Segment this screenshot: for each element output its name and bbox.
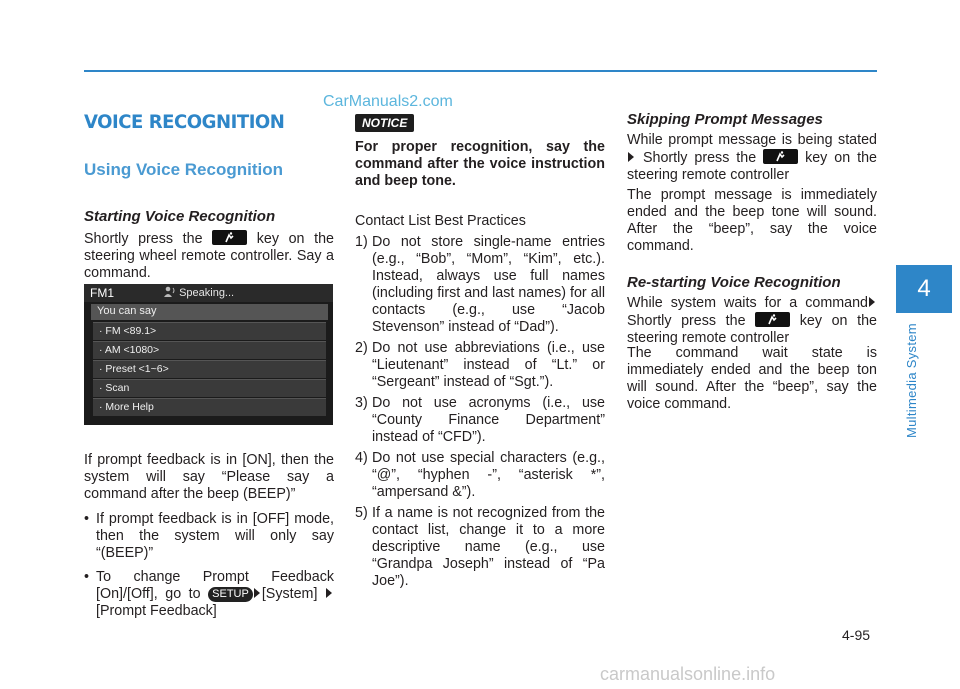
list-item: 3) Do not use acronyms (i.e., use “County Finance Department” instead of “CFD”). bbox=[355, 395, 605, 445]
notice-badge: NOTICE bbox=[355, 114, 414, 132]
talk-key-icon bbox=[755, 312, 790, 327]
screen-item: · Scan bbox=[93, 379, 326, 397]
screen-band: FM1 bbox=[90, 286, 114, 300]
skipping-paragraph: While prompt message is being stated Shortly press the key on the steering remote controller bbox=[627, 132, 877, 183]
prompt-feedback-paragraph: If prompt feedback is in [ON], then the system will say “Please say a command after the beep (BEEP)” bbox=[84, 452, 334, 502]
voice-screen bbox=[84, 284, 333, 425]
talk-key-icon bbox=[763, 149, 798, 164]
restarting-result: The command wait state is immediately ended and the beep ton will sound. After the “beep”, say the voice command. bbox=[627, 345, 877, 412]
bullet-change: • To change Prompt Feedback [On]/[Off], go to SETUP [System] [Prompt Feedback] bbox=[84, 569, 334, 620]
contact-list bbox=[355, 234, 605, 594]
arrow-right-icon bbox=[628, 152, 634, 162]
notice-text: For proper recognition, say the command after the voice instruction and beep tone. bbox=[355, 139, 605, 189]
list-item: 4) Do not use special characters (e.g., “@”, “hyphen -”, “asterisk *”, “ampersand &”). bbox=[355, 450, 605, 500]
intro-after-key: key on the steering wheel remote controller. Say a command. bbox=[84, 231, 334, 281]
arrow-right-icon bbox=[326, 588, 332, 598]
section-title: VOICE RECOGNITION bbox=[84, 111, 285, 133]
list-item: 2) Do not use abbreviations (i.e., use “Lieutenant” instead of “Lt.” or “Sergeant” instead of “Sgt.”). bbox=[355, 340, 605, 390]
skipping-result: The prompt message is immediately ended and the beep tone will sound. After the “beep”, say the voice command. bbox=[627, 187, 877, 254]
list-item: 1) Do not store single-name entries (e.g., “Bob”, “Mom”, “Kim”, etc.). Instead, always use full names (including first and last names) for all contacts (e.g., use “Jacob Stevenson” instead of “Dad”). bbox=[355, 234, 605, 335]
screen-prompt: You can say bbox=[91, 304, 328, 320]
talk-key-icon bbox=[212, 230, 247, 245]
page-number: 4-95 bbox=[842, 627, 871, 643]
arrow-right-icon bbox=[869, 297, 875, 307]
screen-item: · More Help bbox=[93, 398, 326, 416]
heading-starting: Starting Voice Recognition bbox=[84, 208, 276, 225]
screen-item: · AM <1080> bbox=[93, 341, 326, 359]
setup-key-icon: SETUP bbox=[208, 587, 253, 602]
arrow-right-icon bbox=[254, 588, 260, 598]
bullet-off: • If prompt feedback is in [OFF] mode, then the system will only say “(BEEP)” bbox=[84, 511, 334, 562]
top-rule bbox=[84, 70, 877, 72]
screen-item: · FM <89.1> bbox=[93, 322, 326, 340]
chapter-label: Multimedia System bbox=[904, 323, 919, 438]
restarting-paragraph: While system waits for a command Shortly press the key on the steering remote controller bbox=[627, 295, 877, 346]
watermark-top: CarManuals2.com bbox=[323, 93, 453, 110]
intro-paragraph bbox=[84, 230, 334, 282]
speaking-icon bbox=[164, 286, 176, 297]
watermark-bottom: carmanualsonline.info bbox=[600, 664, 776, 684]
contact-list-title: Contact List Best Practices bbox=[355, 213, 526, 229]
list-item: 5) If a name is not recognized from the contact list, change it to a more descriptive name (e.g., use “Grandpa Joseph” instead of “Pa Joe”). bbox=[355, 505, 605, 589]
intro-before-key: Shortly press the bbox=[84, 231, 203, 247]
subhead: Using Voice Recognition bbox=[84, 160, 283, 179]
heading-restarting: Re-starting Voice Recognition bbox=[627, 274, 841, 291]
chapter-tab: 4 bbox=[896, 265, 952, 313]
heading-skipping: Skipping Prompt Messages bbox=[627, 111, 823, 128]
screen-item: · Preset <1~6> bbox=[93, 360, 326, 378]
feedback-bullets bbox=[84, 511, 334, 627]
speaking-status: Speaking... bbox=[164, 286, 234, 299]
